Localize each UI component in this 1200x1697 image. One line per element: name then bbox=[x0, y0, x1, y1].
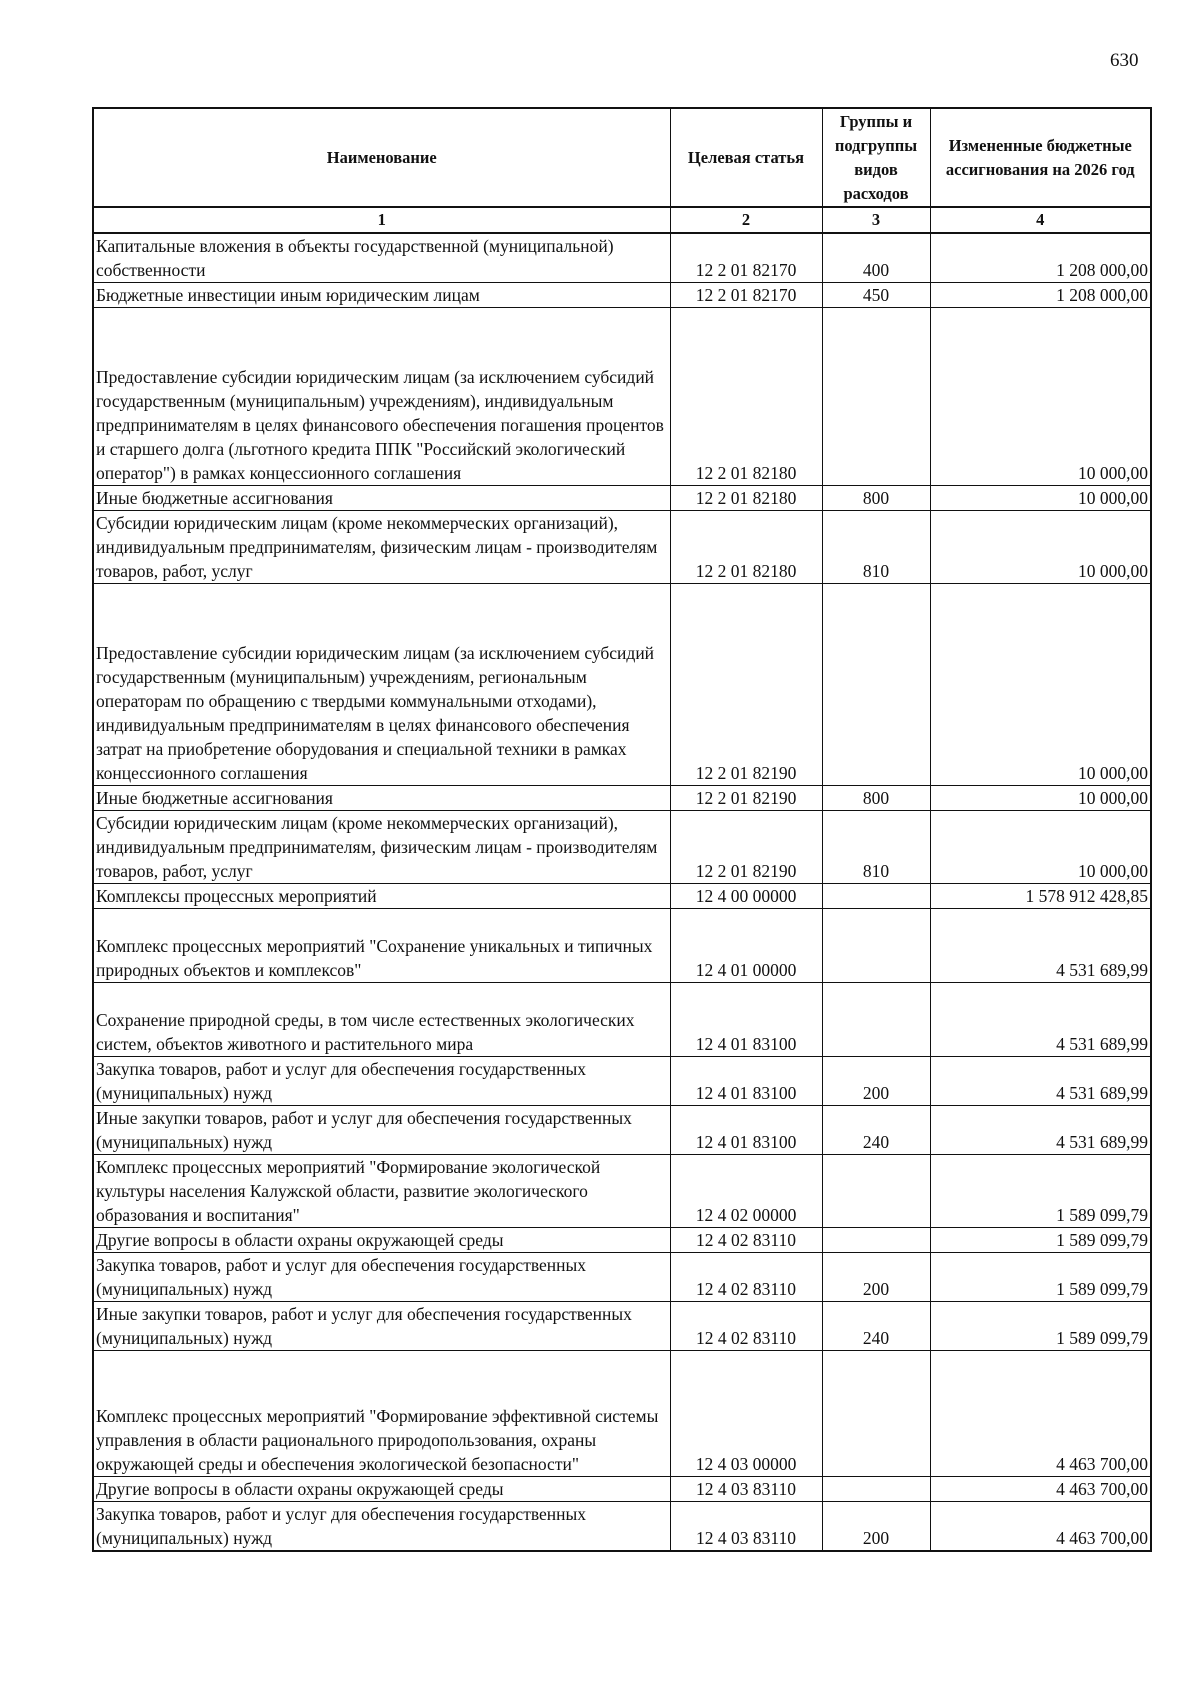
row-group bbox=[822, 308, 930, 486]
table-row bbox=[93, 1057, 1151, 1106]
row-amount: 10 000,00 bbox=[930, 308, 1151, 486]
row-code: 12 2 01 82170 bbox=[670, 283, 822, 308]
row-group: 200 bbox=[822, 1253, 930, 1302]
row-name: Иные бюджетные ассигнования bbox=[93, 786, 670, 811]
row-amount: 4 531 689,99 bbox=[930, 1106, 1151, 1155]
row-amount: 4 531 689,99 bbox=[930, 1057, 1151, 1106]
row-name: Комплексы процессных мероприятий bbox=[93, 884, 670, 909]
row-amount: 10 000,00 bbox=[930, 811, 1151, 884]
row-amount: 10 000,00 bbox=[930, 786, 1151, 811]
row-code: 12 2 01 82190 bbox=[670, 811, 822, 884]
row-code: 12 4 01 83100 bbox=[670, 983, 822, 1057]
table-row bbox=[93, 233, 1151, 283]
table-row bbox=[93, 486, 1151, 511]
header-amount: Измененные бюджетные ассигнования на 2026 год bbox=[930, 108, 1151, 207]
row-name: Другие вопросы в области охраны окружающей среды bbox=[93, 1477, 670, 1502]
table-row bbox=[93, 884, 1151, 909]
table-row bbox=[93, 511, 1151, 584]
row-code: 12 2 01 82180 bbox=[670, 511, 822, 584]
row-code: 12 4 01 00000 bbox=[670, 909, 822, 983]
row-group: 240 bbox=[822, 1302, 930, 1351]
table-row bbox=[93, 308, 1151, 486]
table-row bbox=[93, 283, 1151, 308]
row-group: 800 bbox=[822, 486, 930, 511]
row-code: 12 4 01 83100 bbox=[670, 1057, 822, 1106]
row-code: 12 2 01 82180 bbox=[670, 308, 822, 486]
row-code: 12 2 01 82190 bbox=[670, 786, 822, 811]
row-group bbox=[822, 1155, 930, 1228]
row-group bbox=[822, 909, 930, 983]
row-name: Иные закупки товаров, работ и услуг для обеспечения государственных (муниципальных) нужд bbox=[93, 1106, 670, 1155]
row-group bbox=[822, 1228, 930, 1253]
row-amount: 4 463 700,00 bbox=[930, 1351, 1151, 1477]
row-code: 12 4 01 83100 bbox=[670, 1106, 822, 1155]
row-code: 12 4 02 83110 bbox=[670, 1302, 822, 1351]
row-name: Субсидии юридическим лицам (кроме некоммерческих организаций), индивидуальным предпринимателям, физическим лицам - производителям товаров, работ, услуг bbox=[93, 811, 670, 884]
row-amount: 1 208 000,00 bbox=[930, 283, 1151, 308]
row-code: 12 4 03 83110 bbox=[670, 1502, 822, 1552]
row-name: Закупка товаров, работ и услуг для обеспечения государственных (муниципальных) нужд bbox=[93, 1253, 670, 1302]
row-amount: 1 589 099,79 bbox=[930, 1228, 1151, 1253]
row-name: Другие вопросы в области охраны окружающей среды bbox=[93, 1228, 670, 1253]
table-row bbox=[93, 1351, 1151, 1477]
table-row bbox=[93, 909, 1151, 983]
row-group bbox=[822, 884, 930, 909]
table-row bbox=[93, 1106, 1151, 1155]
column-number: 1 bbox=[93, 207, 670, 233]
row-group bbox=[822, 1477, 930, 1502]
table-header-row bbox=[93, 108, 1151, 207]
row-group bbox=[822, 1351, 930, 1477]
row-group bbox=[822, 584, 930, 786]
row-group: 450 bbox=[822, 283, 930, 308]
row-name: Предоставление субсидии юридическим лицам (за исключением субсидий государственным (муниципальным) учреждениям), индивидуальным предпринимателям в целях финансового обеспечения погашения процентов и старшего долга (льготного кредита ППК "Российский экологический оператор") в рамках концессионного соглашения bbox=[93, 308, 670, 486]
row-amount: 10 000,00 bbox=[930, 584, 1151, 786]
row-name: Капитальные вложения в объекты государственной (муниципальной) собственности bbox=[93, 233, 670, 283]
row-name: Комплекс процессных мероприятий "Формирование эффективной системы управления в области рационального природопользования, охраны окружающей среды и обеспечения экологической безопасности" bbox=[93, 1351, 670, 1477]
row-code: 12 4 02 83110 bbox=[670, 1228, 822, 1253]
column-number-row bbox=[93, 207, 1151, 233]
row-code: 12 4 03 00000 bbox=[670, 1351, 822, 1477]
row-name: Бюджетные инвестиции иным юридическим лицам bbox=[93, 283, 670, 308]
table-row bbox=[93, 1502, 1151, 1552]
header-code: Целевая статья bbox=[670, 108, 822, 207]
row-amount: 1 589 099,79 bbox=[930, 1253, 1151, 1302]
row-group bbox=[822, 983, 930, 1057]
row-amount: 1 589 099,79 bbox=[930, 1302, 1151, 1351]
row-amount: 4 531 689,99 bbox=[930, 983, 1151, 1057]
table-row bbox=[93, 1228, 1151, 1253]
row-group: 200 bbox=[822, 1057, 930, 1106]
column-number: 4 bbox=[930, 207, 1151, 233]
table-row bbox=[93, 1155, 1151, 1228]
table-row bbox=[93, 983, 1151, 1057]
row-group: 810 bbox=[822, 511, 930, 584]
header-name: Наименование bbox=[93, 108, 670, 207]
table-row bbox=[93, 811, 1151, 884]
header-group: Группы и подгруппы видов расходов bbox=[822, 108, 930, 207]
row-amount: 1 208 000,00 bbox=[930, 233, 1151, 283]
budget-table bbox=[92, 107, 1152, 1552]
row-code: 12 2 01 82180 bbox=[670, 486, 822, 511]
row-amount: 10 000,00 bbox=[930, 486, 1151, 511]
column-number: 3 bbox=[822, 207, 930, 233]
row-code: 12 4 03 83110 bbox=[670, 1477, 822, 1502]
table-row bbox=[93, 1253, 1151, 1302]
row-name: Иные закупки товаров, работ и услуг для обеспечения государственных (муниципальных) нужд bbox=[93, 1302, 670, 1351]
row-name: Закупка товаров, работ и услуг для обеспечения государственных (муниципальных) нужд bbox=[93, 1057, 670, 1106]
row-code: 12 4 02 00000 bbox=[670, 1155, 822, 1228]
row-amount: 4 531 689,99 bbox=[930, 909, 1151, 983]
row-name: Иные бюджетные ассигнования bbox=[93, 486, 670, 511]
row-code: 12 4 02 83110 bbox=[670, 1253, 822, 1302]
row-group: 400 bbox=[822, 233, 930, 283]
row-code: 12 2 01 82190 bbox=[670, 584, 822, 786]
row-amount: 4 463 700,00 bbox=[930, 1477, 1151, 1502]
row-amount: 1 578 912 428,85 bbox=[930, 884, 1151, 909]
row-name: Комплекс процессных мероприятий "Формирование экологической культуры населения Калужской области, развитие экологического образования и воспитания" bbox=[93, 1155, 670, 1228]
row-group: 200 bbox=[822, 1502, 930, 1552]
row-name: Комплекс процессных мероприятий "Сохранение уникальных и типичных природных объектов и комплексов" bbox=[93, 909, 670, 983]
row-code: 12 4 00 00000 bbox=[670, 884, 822, 909]
row-name: Предоставление субсидии юридическим лицам (за исключением субсидий государственным (муниципальным) учреждениям, региональным операторам по обращению с твердыми коммунальными отходами), индивидуальным предпринимателям в целях финансового обеспечения затрат на приобретение оборудования и специальной техники в рамках концессионного соглашения bbox=[93, 584, 670, 786]
row-group: 810 bbox=[822, 811, 930, 884]
row-name: Сохранение природной среды, в том числе естественных экологических систем, объектов животного и растительного мира bbox=[93, 983, 670, 1057]
row-amount: 4 463 700,00 bbox=[930, 1502, 1151, 1552]
row-group: 800 bbox=[822, 786, 930, 811]
column-number: 2 bbox=[670, 207, 822, 233]
row-group: 240 bbox=[822, 1106, 930, 1155]
table-row bbox=[93, 1302, 1151, 1351]
row-name: Закупка товаров, работ и услуг для обеспечения государственных (муниципальных) нужд bbox=[93, 1502, 670, 1552]
row-amount: 10 000,00 bbox=[930, 511, 1151, 584]
table-row bbox=[93, 584, 1151, 786]
table-row bbox=[93, 1477, 1151, 1502]
row-code: 12 2 01 82170 bbox=[670, 233, 822, 283]
page-number: 630 bbox=[1110, 50, 1139, 71]
row-name: Субсидии юридическим лицам (кроме некоммерческих организаций), индивидуальным предпринимателям, физическим лицам - производителям товаров, работ, услуг bbox=[93, 511, 670, 584]
row-amount: 1 589 099,79 bbox=[930, 1155, 1151, 1228]
table-row bbox=[93, 786, 1151, 811]
